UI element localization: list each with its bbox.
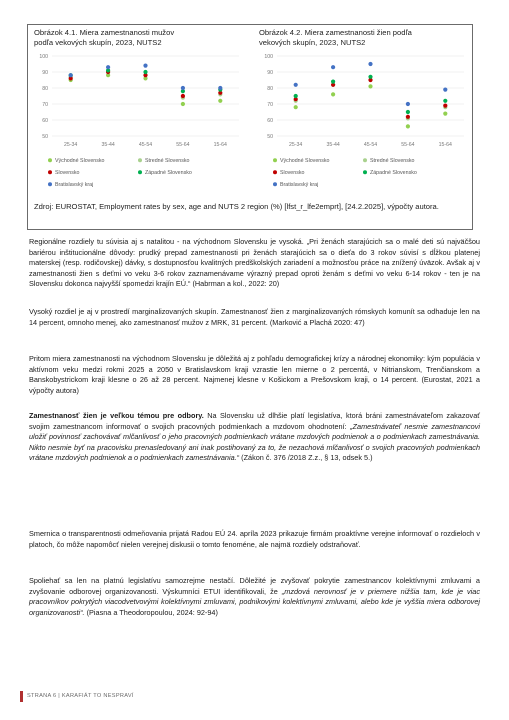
data-point <box>218 99 222 103</box>
x-tick-label: 45-54 <box>138 142 153 148</box>
chart-title-line2: vekových skupín, 2023, NUTS2 <box>259 38 366 47</box>
x-tick-label: 15-64 <box>213 142 227 148</box>
paragraph-quote: „Zamestnávateľ nesmie zamestnancovi uložiť povinnosť zachovávať mlčanlivosť o jeho pracovných podmienkach vrátane mzdových podmienok a o podmienkach zamestnávania. Nikto nesmie byť na pracovisku prenasledovaný ani inak postihovaný za to, že nezachová mlčanlivosť o svojich pracovných podmienkach vrátane mzdových podmienok a o podmienkach zamestnávania.“ <box>29 421 481 463</box>
paragraph-quote: „mzdová nerovnosť je v priemere nižšia tam, kde je viac pracovníkov pokrytých viacodvetvovými kolektívnymi zmluvami, podnikovými kolektívnymi zmluvami, alebo kde je vyššia miera odborovej organizovanosti“. <box>29 586 480 617</box>
data-point <box>368 84 372 88</box>
x-tick-label: 25-34 <box>64 142 78 148</box>
x-tick-label: 55-64 <box>176 142 190 148</box>
data-point <box>218 86 222 90</box>
legend-marker <box>363 170 367 174</box>
y-tick-label: 80 <box>42 85 48 92</box>
data-point <box>406 124 410 128</box>
y-tick-label: 100 <box>264 53 273 60</box>
legend-label: Slovensko <box>55 170 80 176</box>
data-point <box>331 92 335 96</box>
paragraph-marginalized <box>29 307 480 328</box>
data-point <box>406 102 410 106</box>
paragraph-unions <box>29 411 480 464</box>
legend-label: Bratislavský kraj <box>280 182 319 188</box>
paragraph-text: Spoliehať sa len na platnú legislatívu samozrejme nestačí. Dôležité je zvyšovať pokrytie zamestnancov kolektívnymi zmluvami a zvyšovanie odborovej organizovanosti. Výskumníci ETUI identifikovali, že <box>29 576 480 596</box>
x-tick-label: 35-44 <box>101 142 115 148</box>
data-point <box>443 88 447 92</box>
paragraph-legislation <box>29 576 480 618</box>
figure-source: Zdroj: EUROSTAT, Employment rates by sex, age and NUTS 2 region (%) [lfst_r_lfe2emprt], [24.2.2025], výpočty autora. <box>34 202 439 211</box>
legend-marker <box>48 170 52 174</box>
paragraph-text: Na Slovensku už dlhšie platí legislatíva, ktorá bráni zamestnávateľom zakazovať svojim zamestnancom informovať o svojich pracovných podmienkach a mzdovom ohodnotení: <box>29 411 480 431</box>
paragraph-citation: (Piasna a Theodoropoulou, 2024: 92-94) <box>84 607 218 617</box>
data-point <box>143 64 147 68</box>
legend-label: Východné Slovensko <box>55 158 105 164</box>
paragraph-text: Vysoký rozdiel je aj v prostredí marginalizovaných skupín. Zamestnanosť žien z marginalizovaných rómskych komunít sa odhaduje len na 14 percent, omnoho menej, ako zamestnanosť mužov z MRK, 31 percent. (Marković a Plachá 2020: 47) <box>29 307 480 327</box>
data-point <box>143 70 147 74</box>
chart-title-line1: Obrázok 4.1. Miera zamestnanosti mužov <box>34 28 175 37</box>
data-point <box>181 86 185 90</box>
data-point <box>294 83 298 87</box>
data-point <box>368 62 372 66</box>
paragraph-text: Smernica o transparentnosti odmeňovania prijatá Radou EÚ 24. apríla 2023 prikazuje firmám proaktívne verejne informovať o rozdieloch v platoch, čo môže napomôcť nielen verejnej diskusii o tomto fenoméne, ale najmä rozdiely odstraňovať. <box>29 529 480 549</box>
data-point <box>368 75 372 79</box>
legend-label: Západné Slovensko <box>145 170 192 176</box>
y-tick-label: 60 <box>42 117 48 124</box>
y-tick-label: 80 <box>267 85 273 92</box>
page-footer <box>20 690 134 702</box>
chart-women-employment <box>259 28 467 198</box>
legend-marker <box>273 170 277 174</box>
chart-men-employment <box>34 28 242 198</box>
x-tick-label: 35-44 <box>326 142 340 148</box>
legend-marker <box>273 182 277 186</box>
legend-label: Západné Slovensko <box>370 170 417 176</box>
legend-marker <box>138 158 142 162</box>
chart-svg <box>259 28 467 198</box>
legend-marker <box>273 158 277 162</box>
data-point <box>443 99 447 103</box>
data-point <box>181 94 185 98</box>
data-point <box>443 104 447 108</box>
paragraph-text: Regionálne rozdiely tu súvisia aj s natalitou - na východnom Slovensku je vysoká. „Pri ženách starajúcich sa o malé deti sú najväčšou bariérou inštitucionálne dôvody: prudký prepad zamestnanosti pri ženách starajúcich sa o dieťa do 3 rokov súvisí s dĺžkou platenej materskej (resp. rodičovskej) dávky, s dostupnosťou kvalitných predškolských zariadení a možnosťou práce na znížený úväzok. Avšak aj v zamestnanosti žien s deťmi vo veku 3-6 rokov zaznamenávame výrazný prepad oproti ženám s deťmi vo veku 6-14 rokov - ten je na Slovensku dokonca najvyšší spomedzi krajín EÚ.“ (Habrman a kol., 2022: 20) <box>29 237 480 289</box>
paragraph-demography <box>29 354 480 396</box>
paragraph-directive <box>29 529 480 550</box>
data-point <box>294 94 298 98</box>
legend-marker <box>48 182 52 186</box>
y-tick-label: 90 <box>267 69 273 76</box>
legend-label: Stredné Slovensko <box>145 158 190 164</box>
y-tick-label: 70 <box>42 101 48 108</box>
legend-label: Stredné Slovensko <box>370 158 415 164</box>
x-tick-label: 45-54 <box>363 142 378 148</box>
y-tick-label: 50 <box>267 133 273 140</box>
data-point <box>331 80 335 84</box>
data-point <box>406 115 410 119</box>
y-tick-label: 90 <box>42 69 48 76</box>
y-tick-label: 70 <box>267 101 273 108</box>
y-tick-label: 100 <box>39 53 48 60</box>
chart-title-line2: podľa vekových skupín, 2023, NUTS2 <box>34 38 162 47</box>
legend-label: Bratislavský kraj <box>55 182 94 188</box>
paragraph-natality <box>29 237 480 290</box>
paragraph-citation: (Zákon č. 376 /2018 Z.z., § 13, odsek 5.) <box>239 453 373 463</box>
legend-marker <box>363 158 367 162</box>
x-tick-label: 25-34 <box>289 142 303 148</box>
data-point <box>331 65 335 69</box>
legend-label: Slovensko <box>280 170 305 176</box>
data-point <box>181 102 185 106</box>
y-tick-label: 60 <box>267 117 273 124</box>
data-point <box>443 112 447 116</box>
footer-accent-bar <box>20 691 23 702</box>
chart-title-line1: Obrázok 4.2. Miera zamestnanosti žien podľa <box>259 28 412 37</box>
legend-label: Východné Slovensko <box>280 158 330 164</box>
y-tick-label: 50 <box>42 133 48 140</box>
legend-marker <box>138 170 142 174</box>
data-point <box>406 110 410 114</box>
data-point <box>294 105 298 109</box>
x-tick-label: 15-64 <box>438 142 452 148</box>
paragraph-text: Pritom miera zamestnanosti na východnom Slovensku je dôležitá aj z pohľadu demografickej krízy a národnej ekonomiky: kým populácia v aktívnom veku medzi rokmi 2025 a 2050 v Bratislavskom kraji vzrastie len mierne o 2 percentá, v Nitrianskom, Trenčianskom a Banskobystrickom kraji klesne o 26 až 28 percent. Najmenej klesne v Košickom a Prešovskom kraji, o 14 percent. (Eurostat, 2021 a výpočty autora) <box>29 354 480 395</box>
footer-text: STRANA 6 | KARAFIÁT TO NESPRAVÍ <box>27 693 134 699</box>
x-tick-label: 55-64 <box>401 142 415 148</box>
data-point <box>69 73 73 77</box>
data-point <box>106 65 110 69</box>
paragraph-bold-lead: Zamestnanosť žien je veľkou témou pre odbory. <box>29 411 204 420</box>
legend-marker <box>48 158 52 162</box>
chart-svg <box>34 28 242 198</box>
